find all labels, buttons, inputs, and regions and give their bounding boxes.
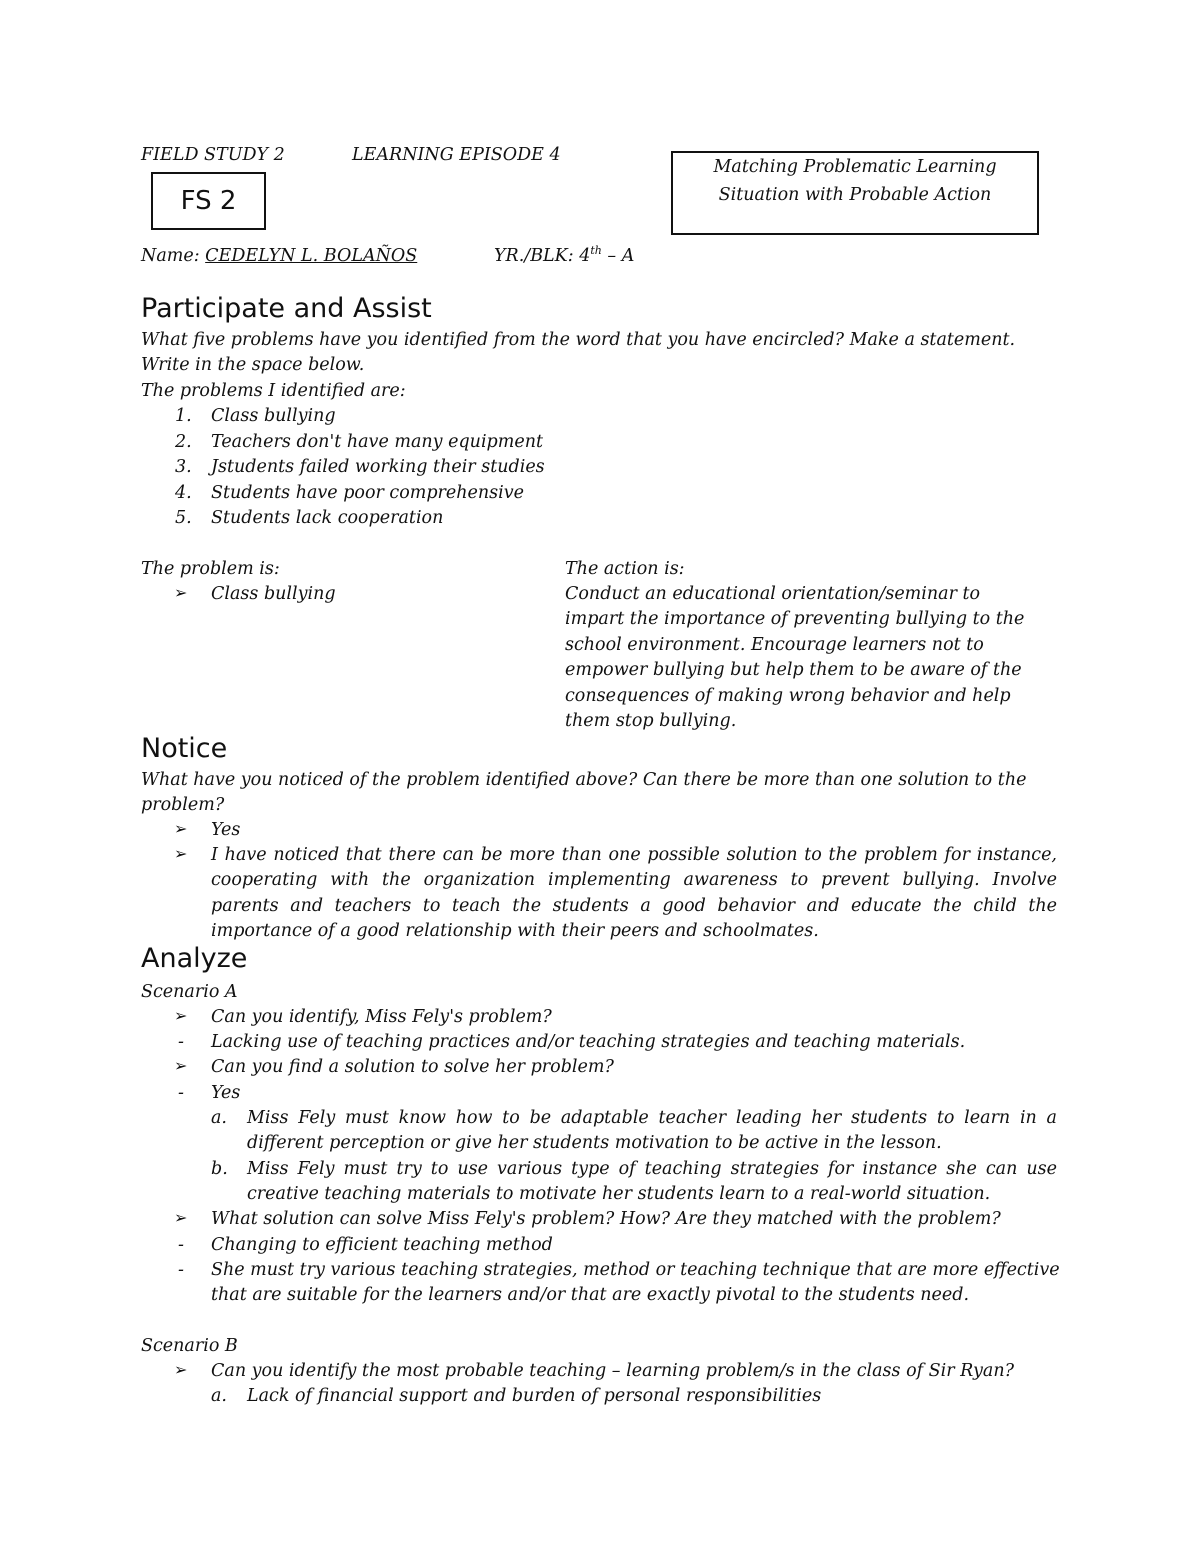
problem-num: 4. (175, 483, 192, 503)
arrow-bullet-icon: ➢ (174, 1006, 188, 1025)
action-label: The action is: (565, 559, 685, 579)
action-line: empower bullying but help them to be aware of the (565, 660, 1022, 680)
action-line: consequences of making wrong behavior and help (565, 686, 1011, 706)
participate-question-1: What five problems have you identified from the word that you have encircled? Make a statement. (141, 330, 1016, 350)
problems-intro: The problems I identified are: (141, 381, 406, 401)
problem-item: Teachers don't have many equipment (211, 432, 543, 452)
notice-answer-2 (211, 843, 1057, 945)
dash-bullet: - (178, 1260, 184, 1280)
scenario-a-label: Scenario A (141, 982, 238, 1002)
sub-a-line: Miss Fely must know how to be adaptable teacher leading her students to learn in a (247, 1108, 1057, 1128)
problem-item: Jstudents failed working their studies (211, 457, 545, 477)
scenario-b-answer: Lack of financial support and burden of personal responsibilities (247, 1386, 822, 1406)
course-label: FIELD STUDY 2 (141, 145, 285, 165)
sub-a-label: a. (211, 1108, 227, 1128)
problem-label: The problem is: (141, 559, 280, 579)
scenario-b-sub-label: a. (211, 1386, 227, 1406)
scenario-b-question-1: Can you identify the most probable teaching – learning problem/s in the class of Sir Ryan? (211, 1361, 1015, 1381)
sub-b-line: Miss Fely must try to use various type of teaching strategies for instance she can use (247, 1159, 1057, 1179)
title-line-2: Situation with Probable Action (718, 185, 992, 205)
name-label: Name: (141, 246, 206, 266)
problem-selected: Class bullying (211, 584, 336, 604)
scenario-a-answer-1: Lacking use of teaching practices and/or teaching strategies and teaching materials. (211, 1032, 966, 1052)
problem-num: 2. (175, 432, 192, 452)
student-name: CEDELYN L. BOLAÑOS (205, 246, 418, 266)
sub-a-text (247, 1106, 1057, 1157)
heading-notice: Notice (141, 733, 228, 764)
dash-bullet: - (178, 1235, 184, 1255)
arrow-bullet-icon: ➢ (174, 1360, 188, 1379)
problem-num: 1. (175, 406, 192, 426)
title-box (671, 151, 1039, 235)
year-label: YR./BLK: 4 (494, 246, 591, 266)
action-line: them stop bullying. (565, 711, 737, 731)
sub-b-line: creative teaching materials to motivate her students learn to a real-world situation. (247, 1184, 991, 1205)
sub-b-text (247, 1157, 1057, 1208)
heading-analyze: Analyze (141, 943, 248, 974)
problem-num: 3. (175, 457, 192, 477)
notice-answer-line: I have noticed that there can be more than one possible solution to the problem for instance, (211, 845, 1057, 865)
problem-item: Class bullying (211, 406, 336, 426)
notice-answer-1: Yes (211, 820, 241, 840)
name-line (141, 244, 417, 269)
year-block (494, 244, 634, 269)
notice-answer-line: parents and teachers to teach the students a good behavior and educate the child the (211, 895, 1057, 916)
dash-bullet: - (178, 1083, 184, 1103)
scenario-a-question-3: What solution can solve Miss Fely's problem? How? Are they matched with the problem? (211, 1209, 1001, 1229)
title-line-1: Matching Problematic Learning (713, 157, 997, 177)
arrow-bullet-icon: ➢ (174, 1208, 188, 1227)
fs-badge: FS 2 (151, 172, 266, 230)
notice-answer-line: importance of a good relationship with their peers and schoolmates. (211, 921, 819, 942)
arrow-bullet-icon: ➢ (174, 1056, 188, 1075)
scenario-a-answer-4-line: that are suitable for the learners and/or that are exactly pivotal to the students need. (211, 1285, 970, 1305)
sub-b-label: b. (211, 1159, 228, 1179)
arrow-bullet-icon: ➢ (174, 844, 188, 863)
notice-question-2: problem? (141, 795, 225, 815)
year-rest: – A (601, 246, 635, 266)
action-line: Conduct an educational orientation/seminar to (565, 584, 981, 604)
notice-question-1: What have you noticed of the problem identified above? Can there be more than one solution to the (141, 770, 1027, 790)
arrow-bullet-icon: ➢ (174, 819, 188, 838)
dash-bullet: - (178, 1032, 184, 1052)
notice-answer-line: cooperating with the organization implementing awareness to prevent bullying. Involve (211, 870, 1057, 891)
scenario-a-question-2: Can you find a solution to solve her problem? (211, 1057, 614, 1077)
action-line: school environment. Encourage learners not to (565, 635, 984, 655)
sub-a-line: different perception or give her students motivation to be active in the lesson. (247, 1133, 942, 1154)
year-sup: th (590, 244, 602, 258)
scenario-b-label: Scenario B (141, 1336, 238, 1356)
problem-item: Students lack cooperation (211, 508, 444, 528)
heading-participate: Participate and Assist (141, 293, 432, 324)
participate-question-2: Write in the space below. (141, 355, 365, 375)
scenario-a-answer-3: Changing to efficient teaching method (211, 1235, 553, 1255)
action-line: impart the importance of preventing bullying to the (565, 609, 1025, 629)
episode-label: LEARNING EPISODE 4 (352, 145, 561, 165)
arrow-bullet-icon: ➢ (174, 583, 188, 602)
scenario-a-question-1: Can you identify, Miss Fely's problem? (211, 1007, 552, 1027)
problem-item: Students have poor comprehensive (211, 483, 524, 503)
scenario-a-answer-4-line: She must try various teaching strategies, method or teaching technique that are more effective (211, 1260, 1060, 1280)
scenario-a-answer-2: Yes (211, 1083, 241, 1103)
problem-num: 5. (175, 508, 192, 528)
